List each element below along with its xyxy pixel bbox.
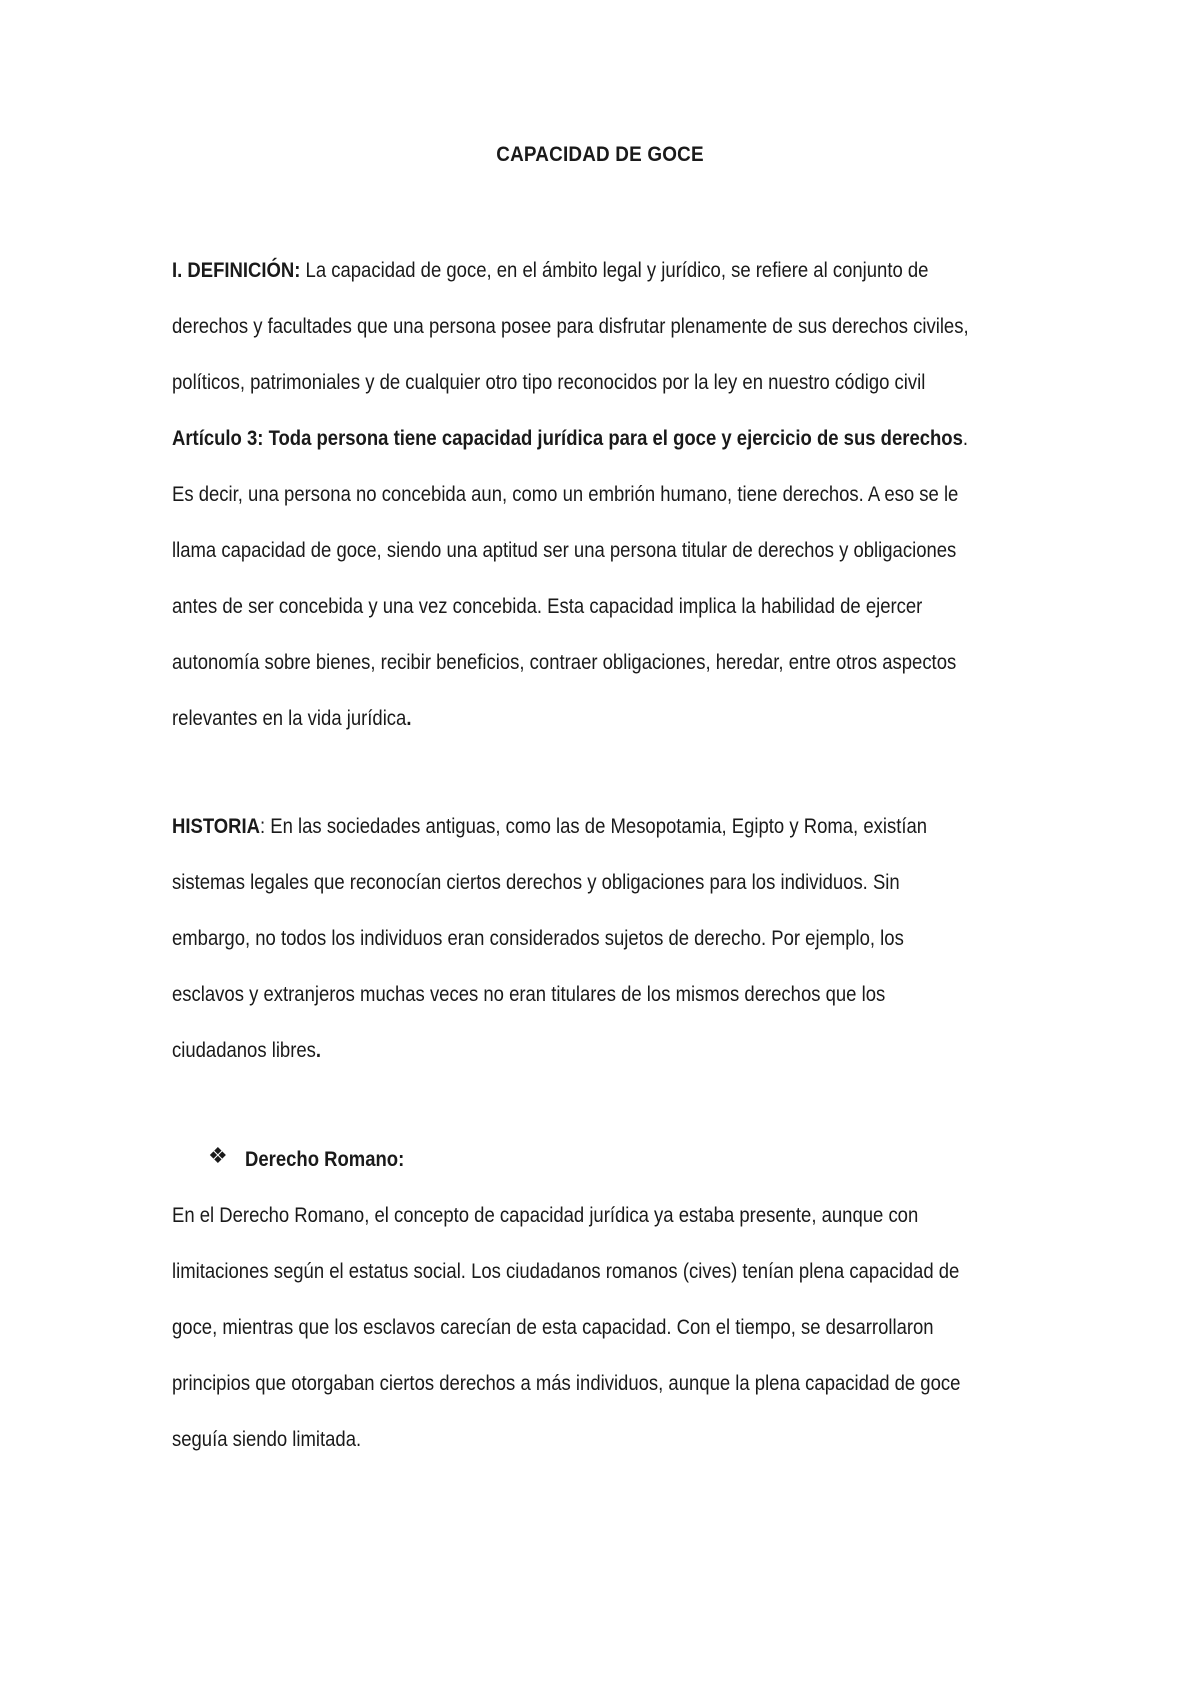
- definicion-line-1: I. DEFINICIÓN: La capacidad de goce, en el ámbito legal y jurídico, se refiere al conjunto de: [172, 258, 929, 282]
- definicion-line-6: llama capacidad de goce, siendo una aptitud ser una persona titular de derechos y obligaciones: [172, 538, 957, 562]
- historia-line-2: sistemas legales que reconocían ciertos derechos y obligaciones para los individuos. Sin: [172, 870, 900, 894]
- derecho-romano-line-1: En el Derecho Romano, el concepto de capacidad jurídica ya estaba presente, aunque con: [172, 1203, 919, 1227]
- historia-line-4: esclavos y extranjeros muchas veces no eran titulares de los mismos derechos que los: [172, 982, 886, 1006]
- document-title: CAPACIDAD DE GOCE: [496, 143, 704, 166]
- derecho-romano-line-5: seguía siendo limitada.: [172, 1427, 362, 1451]
- derecho-romano-line-2: limitaciones según el estatus social. Los ciudadanos romanos (cives) tenían plena capacidad de: [172, 1259, 960, 1283]
- articulo-line: Artículo 3: Toda persona tiene capacidad jurídica para el goce y ejercicio de sus derechos.: [172, 426, 969, 450]
- definicion-line-3: políticos, patrimoniales y de cualquier otro tipo reconocidos por la ley en nuestro código civil: [172, 370, 926, 394]
- derecho-romano-section: [172, 1187, 1032, 1467]
- definicion-line-5: Es decir, una persona no concebida aun, como un embrión humano, tiene derechos. A eso se le: [172, 482, 959, 506]
- definicion-line-7: antes de ser concebida y una vez concebida. Esta capacidad implica la habilidad de ejercer: [172, 594, 923, 618]
- definicion-heading: I. DEFINICIÓN:: [172, 258, 301, 282]
- definicion-section: [172, 242, 1032, 746]
- historia-line-3: embargo, no todos los individuos eran considerados sujetos de derecho. Por ejemplo, los: [172, 926, 904, 950]
- historia-line-1: HISTORIA: En las sociedades antiguas, como las de Mesopotamia, Egipto y Roma, existían: [172, 814, 928, 838]
- definicion-line-9: relevantes en la vida jurídica.: [172, 706, 412, 730]
- definicion-line-2: derechos y facultades que una persona posee para disfrutar plenamente de sus derechos civiles,: [172, 314, 969, 338]
- derecho-romano-line-4: principios que otorgaban ciertos derechos a más individuos, aunque la plena capacidad de goce: [172, 1371, 961, 1395]
- articulo-3-text: Artículo 3: Toda persona tiene capacidad jurídica para el goce y ejercicio de sus derechos: [172, 426, 963, 450]
- diamond-bullet-icon: ❖: [208, 1143, 228, 1168]
- derecho-romano-heading: Derecho Romano:: [245, 1147, 405, 1171]
- historia-section: [172, 798, 1032, 1078]
- definicion-line-8: autonomía sobre bienes, recibir beneficios, contraer obligaciones, heredar, entre otros aspectos: [172, 650, 957, 674]
- historia-line-5: ciudadanos libres.: [172, 1038, 322, 1062]
- historia-heading: HISTORIA: [172, 814, 261, 838]
- derecho-romano-line-3: goce, mientras que los esclavos carecían de esta capacidad. Con el tiempo, se desarrollaron: [172, 1315, 934, 1339]
